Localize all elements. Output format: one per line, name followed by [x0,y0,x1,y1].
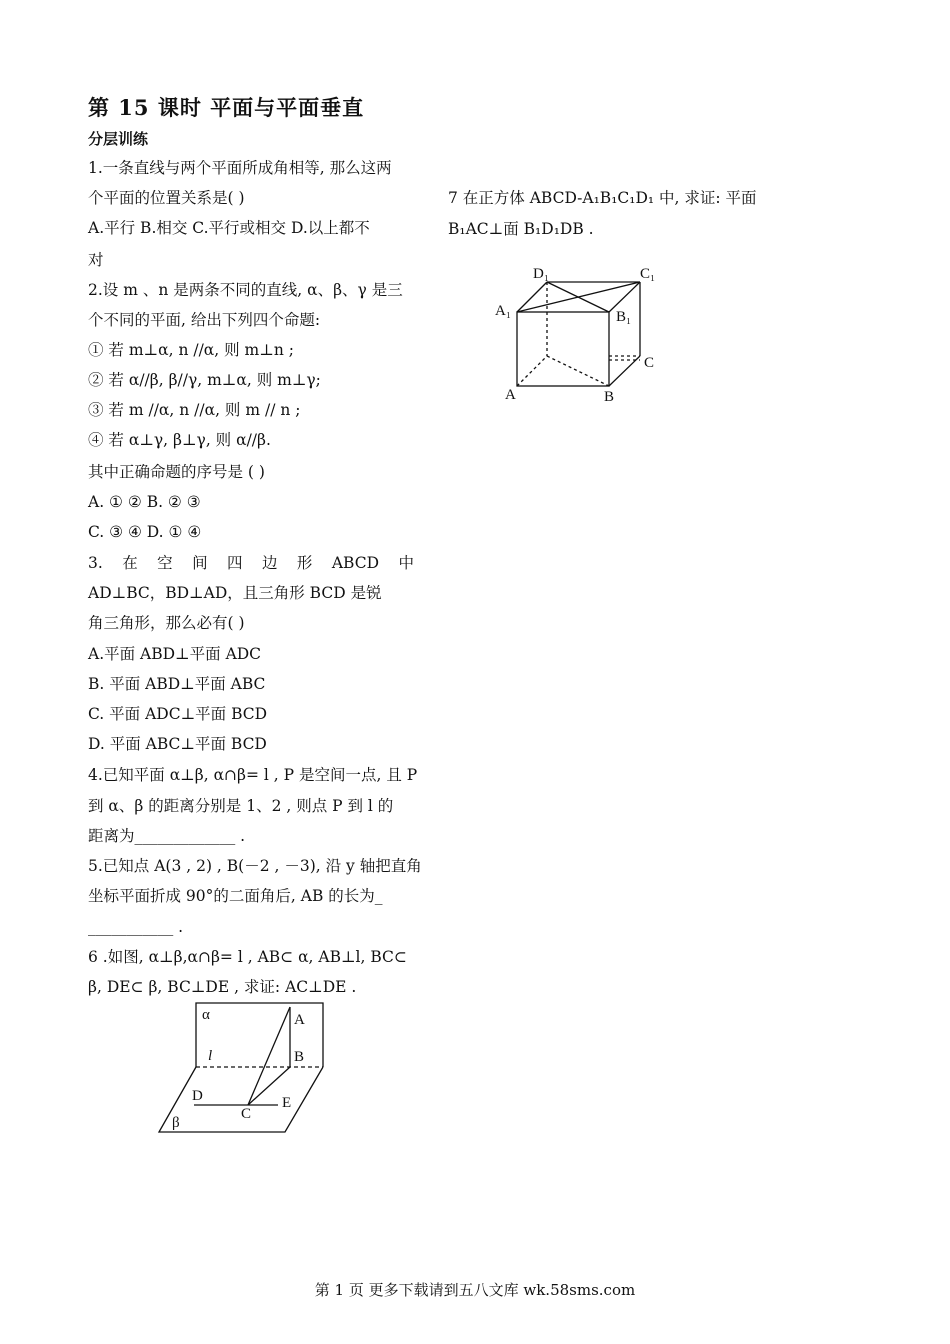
q3-option-d: D. 平面 ABC⊥平面 BCD [88,735,267,753]
q2-options-cd: C. ③ ④ D. ① ④ [88,523,202,541]
q6-figure [150,995,340,1140]
q7-line2: B₁AC⊥面 B₁D₁DB . [448,220,594,238]
label-c: C [644,355,655,371]
edge-c1b1 [609,282,640,312]
hidden-diagonal-db [547,356,609,386]
q3-line1 [88,553,414,573]
q2-proposition-4: ④ 若 α⊥γ, β⊥γ, 则 α//β. [88,431,271,449]
cube-front-face [517,312,609,386]
label-beta: β [172,1115,180,1131]
label-b: B [604,389,615,405]
q3-word: 空 [157,554,173,572]
q7-cube-figure [492,260,672,410]
q2-question: 其中正确命题的序号是 ( ) [88,463,265,481]
q3-word: 四 [227,554,243,572]
section-subtitle: 分层训练 [88,130,149,148]
page-title: 第 15 课时 平面与平面垂直 [88,95,365,120]
q7-line1: 7 在正方体 ABCD-A₁B₁C₁D₁ 中, 求证: 平面 [448,189,757,207]
q5-line2: 坐标平面折成 90°的二面角后, AB 的长为_ [88,887,383,905]
q2-proposition-3: ③ 若 m //α, n //α, 则 m // n ; [88,401,301,419]
q2-line2: 个不同的平面, 给出下列四个命题: [88,311,321,329]
label-a: A [294,1012,305,1028]
q2-proposition-2: ② 若 α//β, β//γ, m⊥α, 则 m⊥γ; [88,371,321,389]
q6-line2: β, DE⊂ β, BC⊥DE , 求证: AC⊥DE . [88,978,357,996]
label-c1: C₁ [640,266,656,282]
beta-plane [159,1067,323,1132]
q3-line2: AD⊥BC，BD⊥AD，且三角形 BCD 是锐 [88,584,382,602]
q3-option-c: C. 平面 ADC⊥平面 BCD [88,705,268,723]
edge-a1d1 [517,282,547,312]
label-b1: B₁ [616,309,632,325]
label-c: C [241,1106,252,1122]
q3-option-b: B. 平面 ABD⊥平面 ABC [88,675,266,693]
q5-line3: ___________ . [88,918,184,936]
segment-ac [248,1007,290,1105]
q3-word: 3. [88,554,103,572]
q3-option-a: A.平面 ABD⊥平面 ADC [88,645,262,663]
q1-options: A.平行 B.相交 C.平行或相交 D.以上都不 [88,219,370,237]
q1-line4: 对 [88,251,104,269]
q2-proposition-1: ① 若 m⊥α, n //α, 则 m⊥n ; [88,341,294,359]
q3-word: ABCD [331,554,380,572]
page-footer: 第 1 页 更多下载请到五八文库 wk.58sms.com [314,1281,636,1299]
q3-word: 边 [261,554,278,572]
q3-line3: 角三角形，那么必有( ) [88,614,245,632]
q4-line2: 到 α、β 的距离分别是 1、2 , 则点 P 到 l 的 [88,797,394,815]
q1-line2: 个平面的位置关系是( ) [88,189,245,207]
q4-line1: 4.已知平面 α⊥β, α∩β= l , P 是空间一点, 且 P [88,766,418,784]
diagonal-a1c1 [517,282,640,312]
q2-line1: 2.设 m 、n 是两条不同的直线, α、β、γ 是三 [88,281,403,299]
q1-line1: 1.一条直线与两个平面所成角相等, 那么这两 [88,159,392,177]
label-a: A [505,387,516,403]
q3-word: 形 [296,554,313,572]
label-d1: D₁ [533,266,550,282]
label-l: l [208,1048,213,1064]
q6-line1: 6 .如图, α⊥β,α∩β= l , AB⊂ α, AB⊥l, BC⊂ [88,948,407,966]
label-b: B [294,1049,305,1065]
q2-options-ab: A. ① ② B. ② ③ [88,493,201,511]
q5-line1: 5.已知点 A(3 , 2) , B(－2 , －3), 沿 y 轴把直角 [88,857,422,875]
label-d: D [192,1088,203,1104]
q4-line3: 距离为_____________ . [88,827,246,845]
q3-word: 中 [398,554,414,572]
q3-word: 在 [122,554,138,572]
hidden-edge-ad [517,356,547,386]
label-e: E [282,1095,292,1111]
label-a1: A₁ [495,303,512,319]
label-alpha: α [202,1007,210,1023]
q3-word: 间 [192,554,208,572]
